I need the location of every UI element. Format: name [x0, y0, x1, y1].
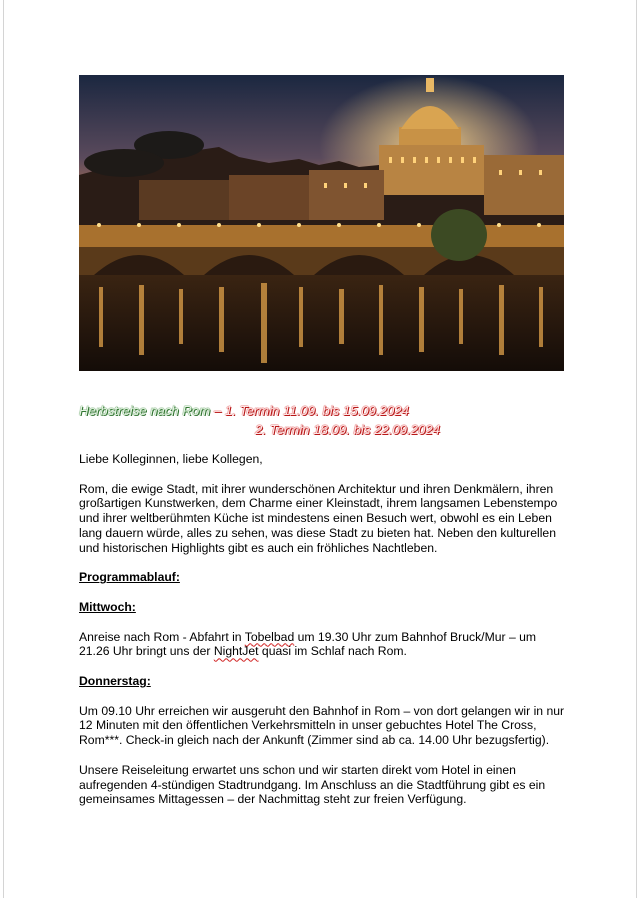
rome-night-photo — [79, 75, 564, 371]
trip-title: Herbstreise nach Rom — [79, 403, 211, 418]
thursday-heading: Donnerstag: — [79, 673, 151, 688]
wednesday-text-3: quasi im Schlaf nach Rom. — [258, 644, 407, 659]
trip-date-1: 1. Termin 11.09. bis 15.09.2024 — [224, 403, 409, 418]
program-heading: Programmablauf: — [79, 570, 180, 585]
thursday-paragraph-2: Unsere Reiseleitung erwartet uns schon und wir starten direkt vom Hotel in einen aufregenden 4-stündigen Stadtrundgang. Im Anschluss an die Stadtführung gibt es ein gemeinsames Mittagessen – der Nachmittag steht zur freien Verfügung. — [79, 762, 546, 807]
trip-date-2: 2. Termin 18.09. bis 22.09.2024 — [255, 422, 440, 437]
wednesday-paragraph — [79, 630, 569, 660]
page-border-left — [3, 0, 4, 898]
title-line-2 — [79, 420, 579, 439]
title-line-1 — [79, 401, 579, 420]
thursday-paragraph-1: Um 09.10 Uhr erreichen wir ausgeruht den Bahnhof in Rom – von dort gelangen wir in nur 12 Minuten mit den öffentlichen Verkehrsmitteln in unser gebuchtes Hotel The Cross, Rom***. Check-in gleich nach der Ankunft (Zimmer sind ab ca. 14.00 Uhr bezugsfertig). — [79, 703, 565, 748]
train-nightjet: NightJet — [213, 644, 259, 659]
page-border-right — [636, 0, 637, 898]
wednesday-text-2: um 19.30 Uhr zum Bahnhof Bruck/Mur – um 21.26 Uhr bringt uns der — [79, 629, 537, 659]
wednesday-heading: Mittwoch: — [79, 599, 136, 614]
rome-header-image — [79, 75, 564, 371]
letter-body — [79, 452, 569, 822]
title-dash: – — [210, 403, 225, 418]
trip-title-block — [79, 401, 579, 439]
wednesday-text-1: Anreise nach Rom - Abfahrt in — [79, 629, 245, 644]
place-tobelbad: Tobelbad — [244, 629, 295, 644]
intro-paragraph: Rom, die ewige Stadt, mit ihrer wunderschönen Architektur und ihren Denkmälern, ihren großartigen Kunstwerken, dem Charme einer Kleinstadt, ihrem langsamen Lebenstempo und ihrer weltberühmten Küche ist mindestens einen Besuch wert, obwohl es ein Leben lang dauern würde, alles zu sehen, was diese Stadt zu bieten hat. Neben den kulturellen und historischen Highlights gibt es auch ein fröhliches Nachtleben. — [79, 481, 558, 555]
greeting: Liebe Kolleginnen, liebe Kollegen, — [79, 452, 263, 466]
